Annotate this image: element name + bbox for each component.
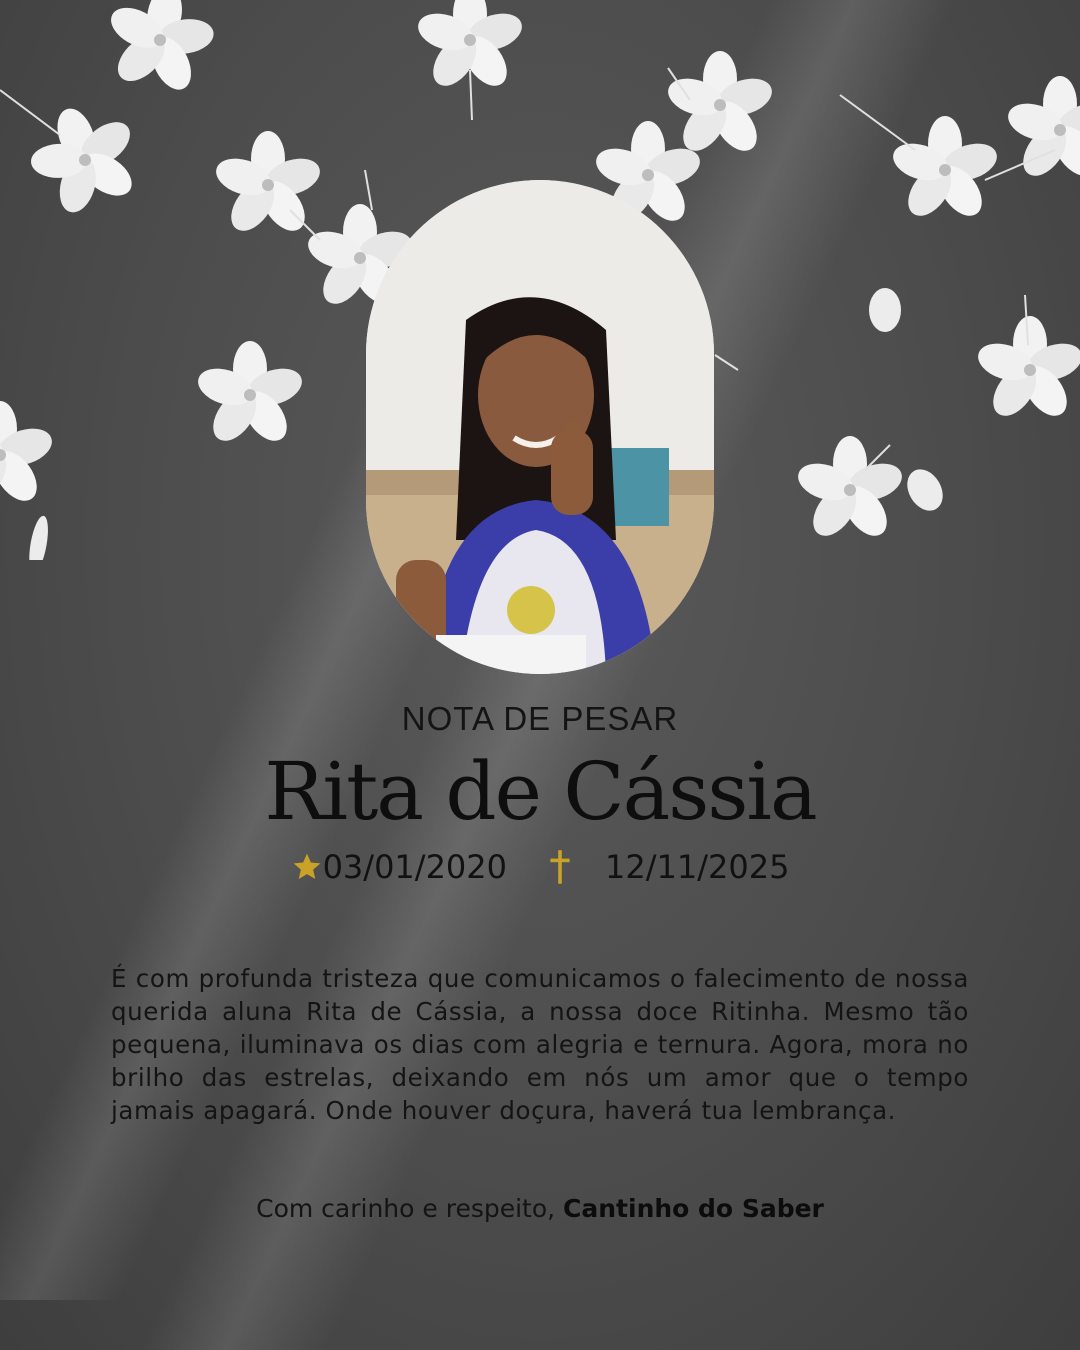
signoff-prefix: Com carinho e respeito, [256,1194,564,1223]
dates-row [0,848,1080,886]
condolence-message: É com profunda tristeza que comunicamos o falecimento de nossa querida aluna Rita de Cássia, a nossa doce Ritinha. Mesmo tão pequena, iluminava os dias com alegria e ternura. Agora, mora no brilho das estrelas, deixando em nós um amor que o tempo jamais apagará. Onde houver doçura, haverá tua lembrança. [111,964,969,1125]
death-date: 12/11/2025 [605,848,790,886]
star-icon [291,851,323,883]
flower-icon [13,90,156,230]
flower-icon [0,401,57,509]
signoff-organization: Cantinho do Saber [563,1194,824,1223]
petal-icon [26,514,52,560]
flower-icon [193,341,306,449]
portrait-photo [366,180,714,674]
signoff [0,1194,1080,1223]
flower-icon [888,116,1001,224]
cross-icon [547,849,573,885]
flower-icon [793,436,906,544]
flower-icon [95,0,225,103]
flower-icon [663,51,776,159]
notice-eyebrow: NOTA DE PESAR [401,700,679,737]
petal-icon [869,288,901,332]
petal-icon [900,463,950,517]
birth-date: 03/01/2020 [322,848,507,886]
flower-icon [211,131,324,239]
deceased-name: Rita de Cássia [264,745,816,838]
